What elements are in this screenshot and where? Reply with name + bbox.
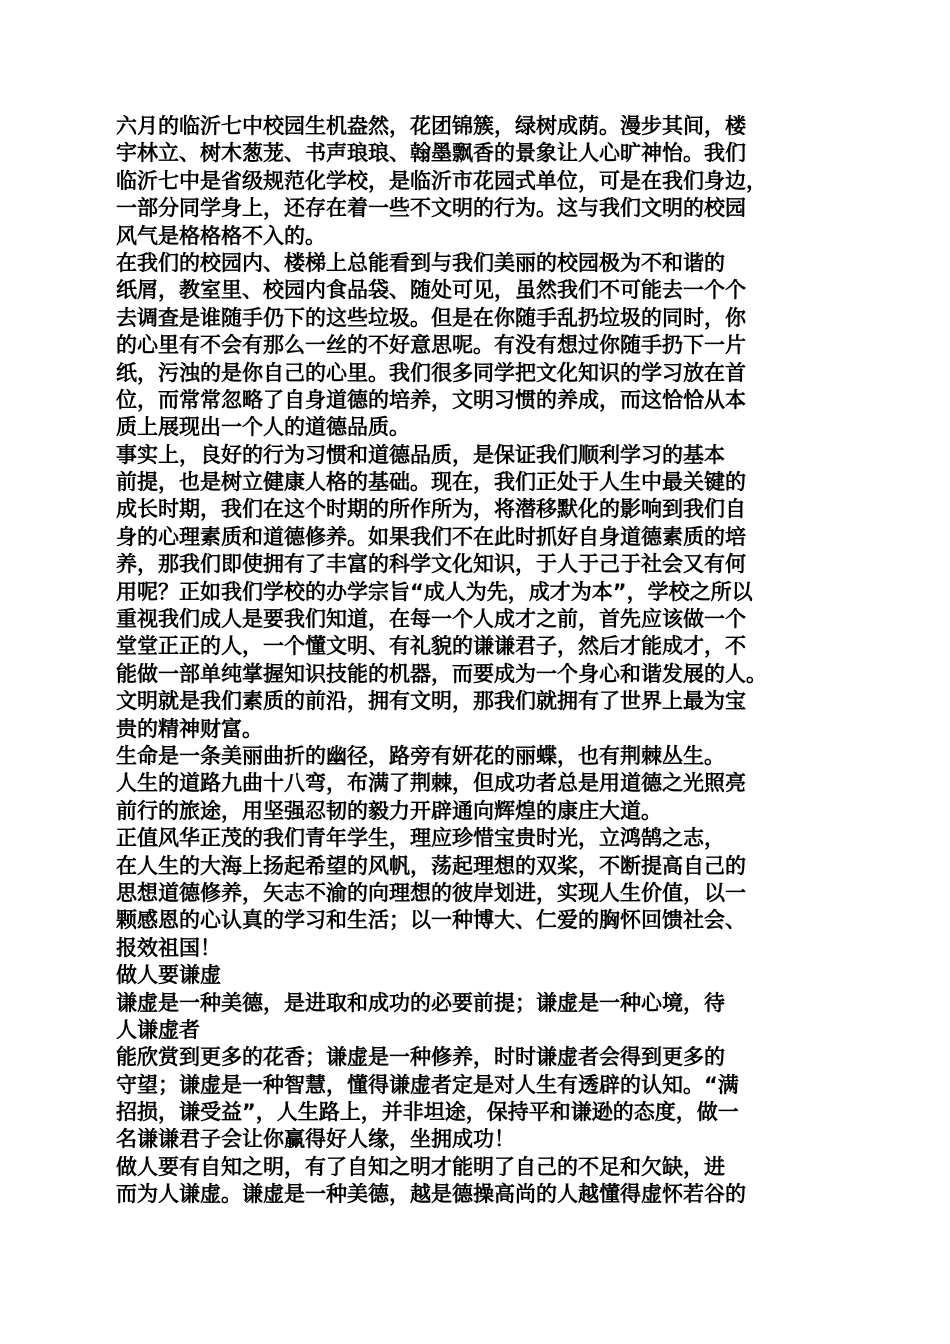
- text-line: 在我们的校园内、楼梯上总能看到与我们美丽的校园极为不和谐的: [116, 250, 725, 275]
- text-line: 临沂七中是省级规范化学校，是临沂市花园式单位，可是在我们身边，: [116, 168, 767, 193]
- text-line: 风气是格格格不入的。: [116, 223, 326, 248]
- text-line: 纸屑，教室里、校园内食品袋、随处可见，虽然我们不可能去一个个: [116, 278, 746, 303]
- text-line: 思想道德修养，矢志不渝的向理想的彼岸划进，实现人生价值，以一: [116, 880, 746, 905]
- text-line: 用呢？正如我们学校的办学宗旨“成人为先，成才为本”，学校之所以: [116, 579, 753, 604]
- text-line: 去调查是谁随手仍下的这些垃圾。但是在你随手乱扔垃圾的同时，你: [116, 305, 746, 330]
- text-line: 养，那我们即使拥有了丰富的科学文化知识，于人于己于社会又有何: [116, 552, 746, 577]
- text-line: 前行的旅途，用坚强忍韧的毅力开辟通向辉煌的康庄大道。: [116, 798, 662, 823]
- text-line: 贵的精神财富。: [116, 716, 263, 741]
- text-line: 位，而常常忽略了自身道德的培养，文明习惯的养成，而这恰恰从本: [116, 387, 746, 412]
- text-line: 报效祖国！: [116, 935, 221, 960]
- text-line: 宇林立、树木葱茏、书声琅琅、翰墨飘香的景象让人心旷神怡。我们: [116, 141, 746, 166]
- text-line: 身的心理素质和道德修养。如果我们不在此时抓好自身道德素质的培: [116, 524, 746, 549]
- text-line: 能欣赏到更多的花香；谦虚是一种修养，时时谦虚者会得到更多的: [116, 1045, 725, 1070]
- text-line: 颗感恩的心认真的学习和生活；以一种博大、仁爱的胸怀回馈社会、: [116, 908, 746, 933]
- text-line: 事实上，良好的行为习惯和道德品质，是保证我们顺利学习的基本: [116, 442, 725, 467]
- text-line: 招损，谦受益”，人生路上，并非坦途，保持平和谦逊的态度，做一: [116, 1100, 739, 1125]
- text-line: 正值风华正茂的我们青年学生，理应珍惜宝贵时光，立鸿鹄之志，: [116, 826, 725, 851]
- text-line: 前提，也是树立健康人格的基础。现在，我们正处于人生中最关键的: [116, 470, 746, 495]
- text-line: 人生的道路九曲十八弯，布满了荆棘，但成功者总是用道德之光照亮: [116, 771, 746, 796]
- text-line: 人谦虚者: [116, 1017, 200, 1042]
- text-line: 生命是一条美丽曲折的幽径，路旁有妍花的丽蝶，也有荆棘丛生。: [116, 743, 725, 768]
- text-line: 质上展现出一个人的道德品质。: [116, 415, 410, 440]
- text-line: 在人生的大海上扬起希望的风帆，荡起理想的双桨，不断提高自己的: [116, 853, 746, 878]
- text-line: 重视我们成人是要我们知道，在每一个人成才之前，首先应该做一个: [116, 607, 746, 632]
- text-line: 的心里有不会有那么一丝的不好意思呢。有没有想过你随手扔下一片: [116, 333, 746, 358]
- text-line: 名谦谦君子会让你赢得好人缘，坐拥成功！: [116, 1127, 515, 1152]
- text-line: 一部分同学身上，还存在着一些不文明的行为。这与我们文明的校园: [116, 196, 746, 221]
- text-line: 纸，污浊的是你自己的心里。我们很多同学把文化知识的学习放在首: [116, 360, 746, 385]
- text-line: 成长时期，我们在这个时期的所作所为，将潜移默化的影响到我们自: [116, 497, 746, 522]
- text-line: 六月的临沂七中校园生机盎然，花团锦簇，绿树成荫。漫步其间，楼: [116, 114, 746, 138]
- text-line: 文明就是我们素质的前沿，拥有文明，那我们就拥有了世界上最为宝: [116, 689, 746, 714]
- text-line: 谦虚是一种美德，是进取和成功的必要前提；谦虚是一种心境，待: [116, 990, 725, 1015]
- text-line: 而为人谦虚。谦虚是一种美德，越是德操高尚的人越懂得虚怀若谷的: [116, 1182, 746, 1207]
- text-line: 堂堂正正的人，一个懂文明、有礼貌的谦谦君子，然后才能成才，不: [116, 634, 746, 659]
- text-line: 守望；谦虚是一种智慧，懂得谦虚者定是对人生有透辟的认知。“满: [116, 1072, 739, 1097]
- text-line: 做人要有自知之明，有了自知之明才能明了自己的不足和欠缺，进: [116, 1154, 725, 1179]
- text-line: 做人要谦虚: [116, 963, 221, 988]
- document-body-text: [116, 113, 846, 1209]
- text-line: 能做一部单纯掌握知识技能的机器，而要成为一个身心和谐发展的人。: [116, 661, 767, 686]
